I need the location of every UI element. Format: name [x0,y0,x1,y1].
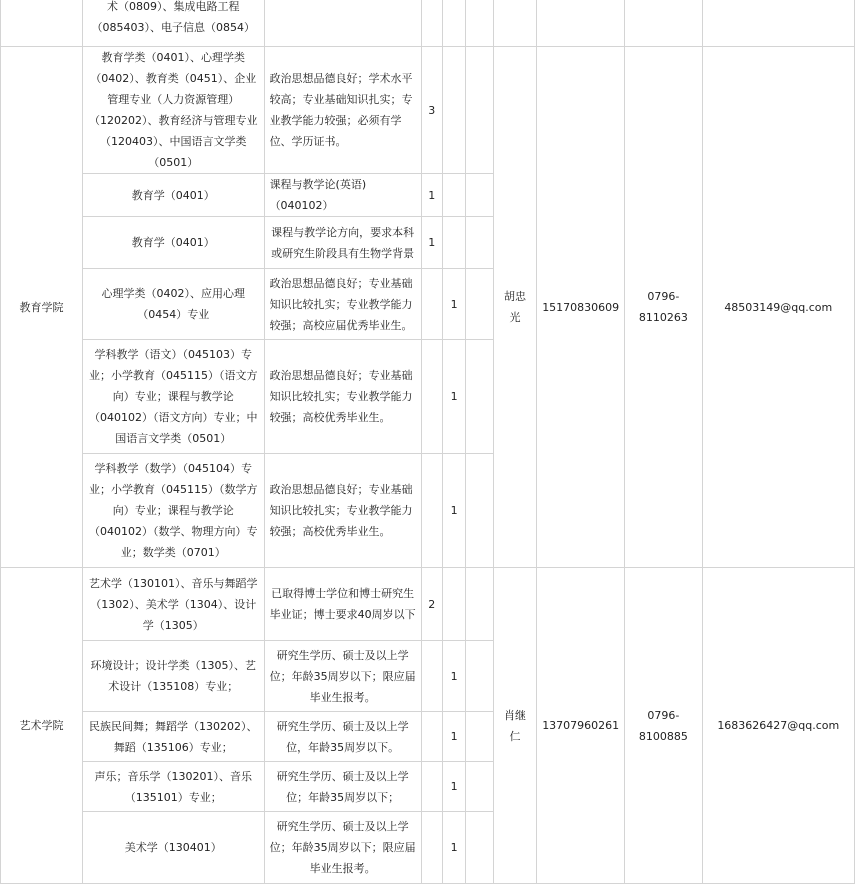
doctor-count-cell: 1 [421,217,442,269]
extra-cell [466,174,493,217]
email-cell: 48503149@qq.com [702,47,854,568]
contact-cell: 肖继仁 [493,568,536,884]
doctor-count-cell [421,340,442,454]
major-cell: 环境设计；设计学类（1305）、艺术设计（135108）专业； [82,641,264,712]
table-row [1,47,855,174]
requirement-cell [264,0,421,47]
doctor-count-cell: 2 [421,568,442,641]
college-cell: 艺术学院 [1,568,83,884]
college-cell: 教育学院 [1,47,83,568]
master-count-cell: 1 [442,454,466,568]
requirement-cell: 政治思想品德良好；学术水平较高；专业基础知识扎实；专业教学能力较强；必须有学位、学历证书。 [264,47,421,174]
master-count-cell: 1 [442,762,466,812]
contact-cell: 胡忠光 [493,47,536,568]
major-cell: 心理学类（0402）、应用心理（0454）专业 [82,269,264,340]
requirement-cell: 课程与教学论方向，要求本科或研究生阶段具有生物学背景 [264,217,421,269]
master-count-cell [442,0,466,47]
requirement-cell: 研究生学历、硕士及以上学位；年龄35周岁以下； [264,762,421,812]
requirement-cell: 课程与教学论(英语)（040102） [264,174,421,217]
extra-cell [466,269,493,340]
doctor-count-cell: 3 [421,47,442,174]
doctor-count-cell [421,762,442,812]
extra-cell [466,641,493,712]
master-count-cell [442,568,466,641]
major-cell: 声乐；音乐学（130201）、音乐（135101）专业； [82,762,264,812]
doctor-count-cell [421,641,442,712]
extra-cell [466,47,493,174]
doctor-count-cell [421,0,442,47]
major-cell: 教育学类（0401）、心理学类（0402）、教育类（0451）、企业管理专业（人力资源管理）（120202）、教育经济与管理专业（120403）、中国语言文学类（0501） [82,47,264,174]
major-cell: 术（0809）、集成电路工程（085403）、电子信息（0854） [82,0,264,47]
phone-cell: 0796-8110263 [625,47,702,568]
table-row [1,568,855,641]
requirement-cell: 已取得博士学位和博士研究生毕业证；博士要求40周岁以下 [264,568,421,641]
master-count-cell [442,47,466,174]
extra-cell [466,340,493,454]
doctor-count-cell [421,269,442,340]
extra-cell [466,454,493,568]
major-cell: 教育学（0401） [82,174,264,217]
master-count-cell: 1 [442,269,466,340]
requirement-cell: 研究生学历、硕士及以上学位，年龄35周岁以下。 [264,712,421,762]
master-count-cell: 1 [442,812,466,884]
extra-cell [466,568,493,641]
requirement-cell: 政治思想品德良好；专业基础知识比较扎实；专业教学能力较强；高校优秀毕业生。 [264,454,421,568]
requirement-cell: 政治思想品德良好；专业基础知识比较扎实；专业教学能力较强；高校优秀毕业生。 [264,340,421,454]
mobile-cell: 15170830609 [537,47,625,568]
table-row [1,0,855,47]
extra-cell [466,0,493,47]
extra-cell [466,762,493,812]
requirement-cell: 研究生学历、硕士及以上学位；年龄35周岁以下；限应届毕业生报考。 [264,812,421,884]
major-cell: 美术学（130401） [82,812,264,884]
requirement-cell: 研究生学历、硕士及以上学位；年龄35周岁以下；限应届毕业生报考。 [264,641,421,712]
doctor-count-cell [421,712,442,762]
master-count-cell [442,174,466,217]
master-count-cell: 1 [442,340,466,454]
doctor-count-cell [421,812,442,884]
master-count-cell [442,217,466,269]
requirement-cell: 政治思想品德良好；专业基础知识比较扎实；专业教学能力较强；高校应届优秀毕业生。 [264,269,421,340]
master-count-cell: 1 [442,641,466,712]
mobile-cell [537,0,625,47]
extra-cell [466,217,493,269]
major-cell: 学科教学（语文）（045103）专业；小学教育（045115）（语文方向）专业；课程与教学论（040102）（语文方向）专业；中国语言文学类（0501） [82,340,264,454]
contact-cell [493,0,536,47]
doctor-count-cell [421,454,442,568]
email-cell [702,0,854,47]
major-cell: 学科教学（数学）（045104）专业；小学教育（045115）（数学方向）专业；课程与教学论（040102）（数学、物理方向）专业；数学类（0701） [82,454,264,568]
major-cell: 艺术学（130101）、音乐与舞蹈学（1302）、美术学（1304）、设计学（1305） [82,568,264,641]
major-cell: 民族民间舞；舞蹈学（130202）、舞蹈（135106）专业； [82,712,264,762]
extra-cell [466,812,493,884]
phone-cell [625,0,702,47]
college-cell [1,0,83,47]
extra-cell [466,712,493,762]
major-cell: 教育学（0401） [82,217,264,269]
doctor-count-cell: 1 [421,174,442,217]
mobile-cell: 13707960261 [537,568,625,884]
phone-cell: 0796-8100885 [625,568,702,884]
email-cell: 1683626427@qq.com [702,568,854,884]
master-count-cell: 1 [442,712,466,762]
